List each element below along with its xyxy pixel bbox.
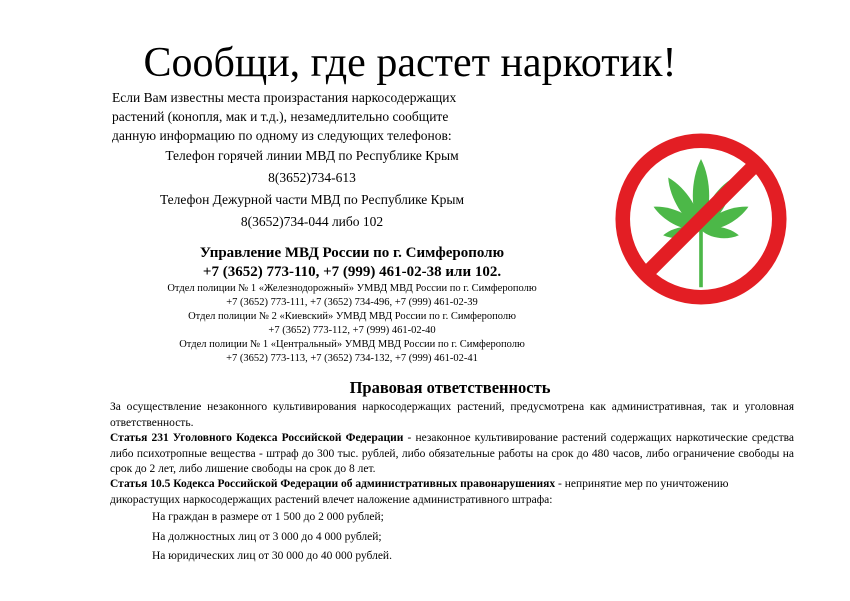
no-cannabis-icon [610, 128, 792, 310]
article-231-text: - незаконное культивирование растений содержащих наркотические средства либо психотропные вещества - штраф до 300 тыс. рублей, либо обязательные работы на срок до 480 часов, либо ограничение свободы на срок до 2 лет, либо лишение свободы на срок до 8 лет. [110, 432, 795, 475]
dept-1-phones: +7 (3652) 773-111, +7 (3652) 734-496, +7 (999) 461-02-39 [226, 297, 478, 308]
fine-officials: На должностных лиц от 3 000 до 4 000 рублей; [152, 531, 382, 543]
intro-line-1: Если Вам известны места произрастания наркосодержащих [112, 90, 457, 105]
legal-intro: За осуществление незаконного культивирования наркосодержащих растений, предусмотрена как административная, так и уголовная ответственность. [110, 401, 794, 429]
dept-2-name: Отдел полиции № 2 «Киевский» УМВД МВД России по г. Симферополю [188, 311, 516, 322]
page-title: Сообщи, где растет наркотик! [143, 40, 677, 86]
article-10-5-text: - непринятие мер по уничтожению дикорастущих наркосодержащих растений влечет наложение административного штрафа: [110, 478, 729, 506]
uvd-name: Управление МВД России по г. Симферополю [199, 245, 505, 261]
intro-line-3: данную информацию по одному из следующих телефонов: [112, 128, 452, 143]
dept-3-phones: +7 (3652) 773-113, +7 (3652) 734-132, +7 (999) 461-02-41 [226, 353, 478, 364]
fine-legal-entities: На юридических лиц от 30 000 до 40 000 рублей. [152, 550, 392, 562]
legal-heading: Правовая ответственность [349, 378, 551, 397]
dept-2-phones: +7 (3652) 773-112, +7 (999) 461-02-40 [268, 325, 436, 336]
hotline-phone: 8(3652)734-613 [268, 170, 356, 185]
dept-3-name: Отдел полиции № 1 «Центральный» УМВД МВД России по г. Симферополю [179, 339, 525, 350]
article-231-title: Статья 231 Уголовного Кодекса Российской Федерации [110, 432, 404, 444]
article-231 [110, 431, 794, 478]
duty-phone: 8(3652)734-044 либо 102 [240, 214, 384, 229]
hotline-label: Телефон горячей линии МВД по Республике Крым [165, 148, 459, 163]
fine-citizens: На граждан в размере от 1 500 до 2 000 рублей; [152, 511, 384, 523]
dept-1-name: Отдел полиции № 1 «Железнодорожный» УМВД МВД России по г. Симферополю [167, 283, 537, 294]
uvd-phones: +7 (3652) 773-110, +7 (999) 461-02-38 или 102. [202, 264, 502, 280]
intro-line-2: растений (конопля, мак и т.д.), незамедлительно сообщите [112, 109, 449, 124]
article-10-5-title: Статья 10.5 Кодекса Российской Федерации об административных правонарушениях [110, 478, 556, 490]
duty-label: Телефон Дежурной части МВД по Республике Крым [159, 192, 465, 207]
article-10-5 [110, 477, 794, 508]
